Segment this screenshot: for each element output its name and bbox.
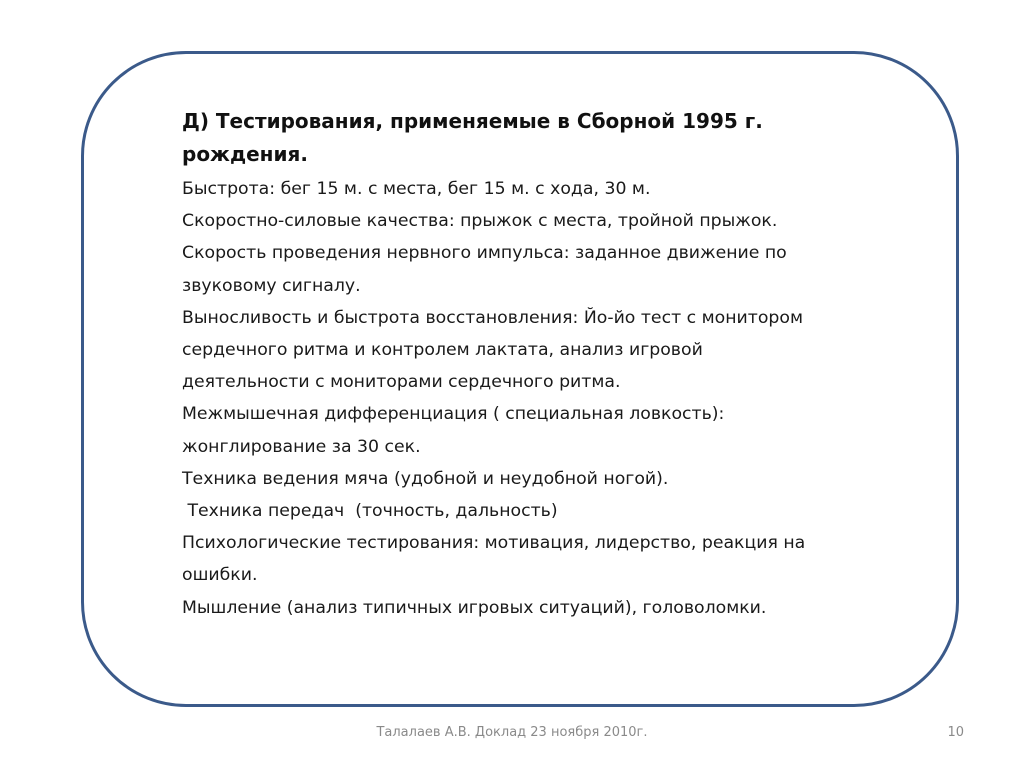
page-number: 10 [947, 725, 964, 740]
body-line: Психологические тестирования: мотивация, лидерство, реакция на [182, 533, 806, 554]
heading-line-1: Д) Тестирования, применяемые в Сборной 1995 г. [182, 109, 763, 133]
body-line: сердечного ритма и контролем лактата, анализ игровой [182, 340, 703, 361]
slide-heading [182, 105, 902, 171]
slide-content [182, 105, 902, 624]
body-line: ошибки. [182, 565, 258, 586]
body-line: Быстрота: бег 15 м. с места, бег 15 м. с хода, 30 м. [182, 179, 651, 199]
body-line: Мышление (анализ типичных игровых ситуаций), головоломки. [182, 597, 767, 618]
body-line: Скоростно-силовые качества: прыжок с места, тройной прыжок. [182, 211, 778, 232]
body-line: деятельности с мониторами сердечного ритма. [182, 372, 621, 393]
footer-text: Талалаев А.В. Доклад 23 ноября 2010г. [376, 725, 648, 740]
heading-line-2: рождения. [182, 142, 308, 166]
body-line: звуковому сигналу. [182, 275, 361, 296]
body-line: Техника ведения мяча (удобной и неудобной ногой). [182, 468, 669, 489]
body-line: жонглирование за 30 сек. [182, 436, 421, 457]
body-line: Выносливость и быстрота восстановления: Йо-йо тест с монитором [182, 307, 803, 328]
body-line: Техника передач (точность, дальность) [182, 501, 558, 522]
body-line: Межмышечная дифференциация ( специальная ловкость): [182, 404, 725, 425]
slide-body [182, 173, 902, 624]
body-line: Скорость проведения нервного импульса: заданное движение по [182, 243, 787, 264]
